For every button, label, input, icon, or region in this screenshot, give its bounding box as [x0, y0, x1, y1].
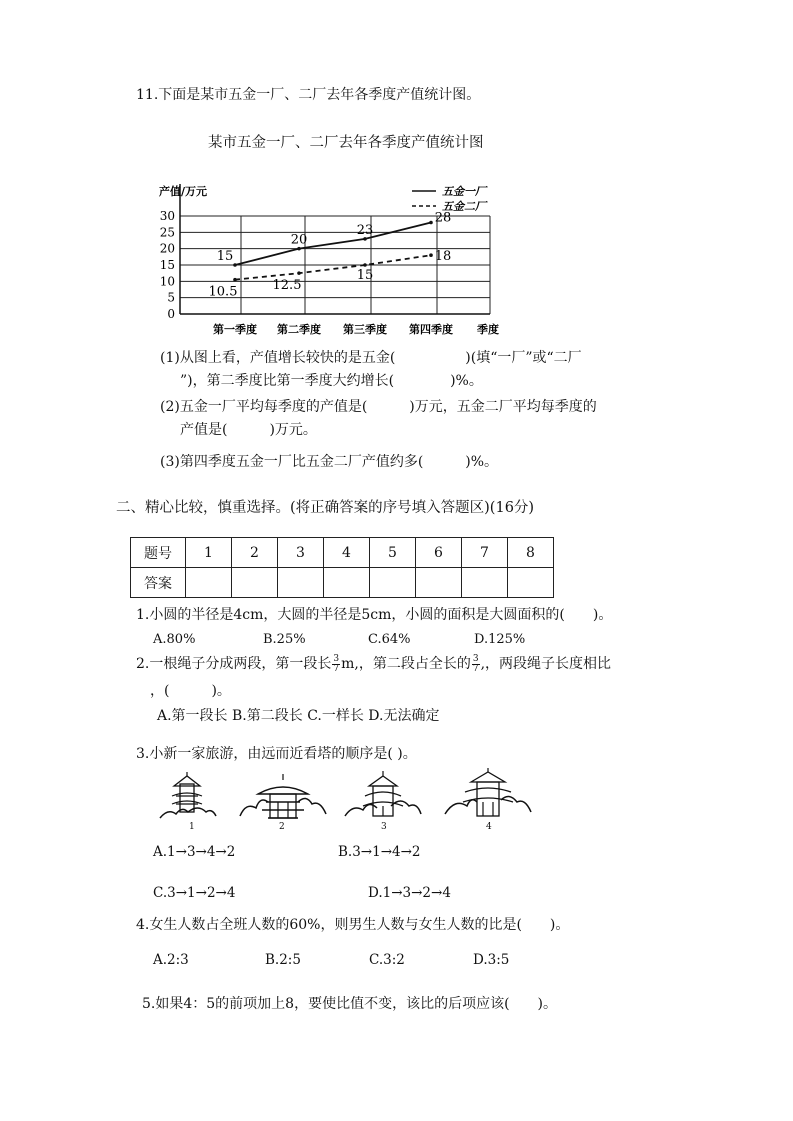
data-label: 18 — [434, 249, 452, 265]
data-point — [233, 278, 237, 282]
q11-sub1-line2: ”)，第二季度比第一季度大约增长( )%。 — [180, 373, 483, 389]
y-tick-label: 0 — [167, 307, 175, 321]
data-label: 20 — [290, 232, 308, 248]
answer-cell[interactable] — [186, 568, 232, 598]
q3-option-d: D.1→3→2→4 — [368, 885, 451, 901]
answer-cell[interactable] — [324, 568, 370, 598]
data-label: 15 — [216, 249, 234, 264]
q4-option-d: D.3:5 — [473, 952, 510, 968]
answer-cell[interactable] — [416, 568, 462, 598]
q11-sub2-line2: 产值是( )万元。 — [180, 422, 317, 438]
data-label: 10.5 — [208, 284, 238, 300]
data-label: 12.5 — [272, 278, 302, 294]
tower-image-2 — [238, 772, 328, 822]
q3-option-c: C.3→1→2→4 — [153, 885, 236, 901]
q4-option-a: A.2:3 — [153, 952, 189, 968]
answer-cell[interactable] — [508, 568, 554, 598]
answer-cell[interactable] — [370, 568, 416, 598]
q1-option-d: D.125% — [474, 632, 526, 647]
q3-option-a: A.1→3→4→2 — [153, 844, 236, 860]
x-axis-label: 季度 — [477, 323, 499, 336]
data-label: 23 — [356, 222, 374, 238]
data-point — [363, 263, 367, 267]
table-cell-number: 1 — [186, 538, 232, 568]
q4-option-b: B.2:5 — [265, 952, 301, 968]
table-cell-number: 8 — [508, 538, 554, 568]
q5-stem: 5.如果4：5的前项加上8，要使比值不变，该比的后项应该( )。 — [142, 996, 558, 1012]
answer-cell[interactable] — [462, 568, 508, 598]
x-category-label: 第二季度 — [277, 323, 321, 336]
y-axis-label: 产值/万元 — [159, 185, 208, 198]
fraction-3-7: $\frac{3}{7}$ — [333, 653, 340, 674]
q3-option-b: B.3→1→4→2 — [338, 844, 421, 860]
x-category-label: 第四季度 — [409, 323, 453, 336]
line-chart — [150, 176, 520, 342]
data-label: 28 — [434, 210, 452, 226]
tower-label-4: 4 — [486, 822, 492, 832]
data-point — [429, 221, 433, 225]
fraction-3-7: $\frac{3}{7}$ — [472, 653, 479, 674]
x-category-label: 第一季度 — [213, 323, 257, 336]
tower-image-4 — [443, 768, 533, 822]
y-tick-label: 5 — [167, 290, 175, 305]
y-tick-label: 10 — [159, 274, 175, 289]
table-header-label: 题号 — [131, 538, 186, 568]
series-line-1 — [235, 223, 431, 265]
tower-image-3 — [343, 770, 423, 822]
q11-stem: 11.下面是某市五金一厂、二厂去年各季度产值统计图。 — [136, 87, 481, 103]
q2-part3: ,，两段绳子长度相比 — [480, 656, 612, 672]
answer-table — [130, 537, 554, 598]
q1-stem: 1.小圆的半径是4cm，大圆的半径是5cm，小圆的面积是大圆面积的( )。 — [136, 607, 613, 623]
table-row-answers — [131, 568, 554, 598]
q1-option-b: B.25% — [263, 632, 306, 647]
q2-options: A.第一段长 B.第二段长 C.一样长 D.无法确定 — [157, 708, 440, 724]
q11-sub3: (3)第四季度五金一厂比五金二厂产值约多( )%。 — [160, 454, 499, 470]
table-answer-label: 答案 — [131, 568, 186, 598]
table-cell-number: 4 — [324, 538, 370, 568]
y-tick-label: 15 — [159, 258, 175, 272]
tower-label-1: 1 — [189, 822, 195, 832]
answer-cell[interactable] — [278, 568, 324, 598]
y-tick-label: 30 — [159, 209, 175, 223]
q2-stem — [136, 654, 611, 674]
table-cell-number: 5 — [370, 538, 416, 568]
data-point — [297, 271, 301, 275]
q2-part1: 2.一根绳子分成两段，第一段长 — [136, 656, 332, 672]
table-row-numbers — [131, 538, 554, 568]
q3-stem: 3.小新一家旅游，由远而近看塔的顺序是( )。 — [136, 746, 417, 762]
tower-label-3: 3 — [381, 822, 387, 832]
q4-stem: 4.女生人数占全班人数的60%，则男生人数与女生人数的比是( )。 — [136, 917, 570, 933]
answer-cell[interactable] — [232, 568, 278, 598]
tower-label-2: 2 — [279, 822, 285, 832]
q1-option-c: C.64% — [368, 632, 411, 647]
y-tick-label: 20 — [159, 241, 175, 256]
y-tick-label: 25 — [159, 225, 175, 240]
chart-legend — [412, 185, 488, 213]
series-line-2 — [235, 255, 431, 280]
data-point — [429, 253, 433, 257]
table-cell-number: 3 — [278, 538, 324, 568]
section2-heading: 二、精心比较，慎重选择。(将正确答案的序号填入答题区)(16分) — [116, 500, 535, 516]
table-cell-number: 7 — [462, 538, 508, 568]
q4-option-c: C.3:2 — [369, 952, 405, 968]
data-label: 15 — [356, 268, 374, 283]
x-category-label: 第三季度 — [343, 323, 387, 336]
legend-label: 五金二厂 — [442, 200, 486, 213]
q11-sub1-line1: (1)从图上看，产值增长较快的是五金( )(填“一厂”或“二厂 — [160, 350, 582, 366]
tower-image-1 — [158, 770, 218, 822]
q2-line2: ，( )。 — [150, 683, 231, 699]
q1-option-a: A.80% — [153, 632, 196, 647]
chart-title: 某市五金一厂、二厂去年各季度产值统计图 — [208, 135, 484, 151]
q11-sub2-line1: (2)五金一厂平均每季度的产值是( )万元，五金二厂平均每季度的 — [160, 399, 597, 415]
legend-label: 五金一厂 — [442, 185, 486, 198]
table-cell-number: 6 — [416, 538, 462, 568]
table-cell-number: 2 — [232, 538, 278, 568]
q2-part2: m,，第二段占全长的 — [341, 656, 471, 672]
data-point — [233, 263, 237, 267]
